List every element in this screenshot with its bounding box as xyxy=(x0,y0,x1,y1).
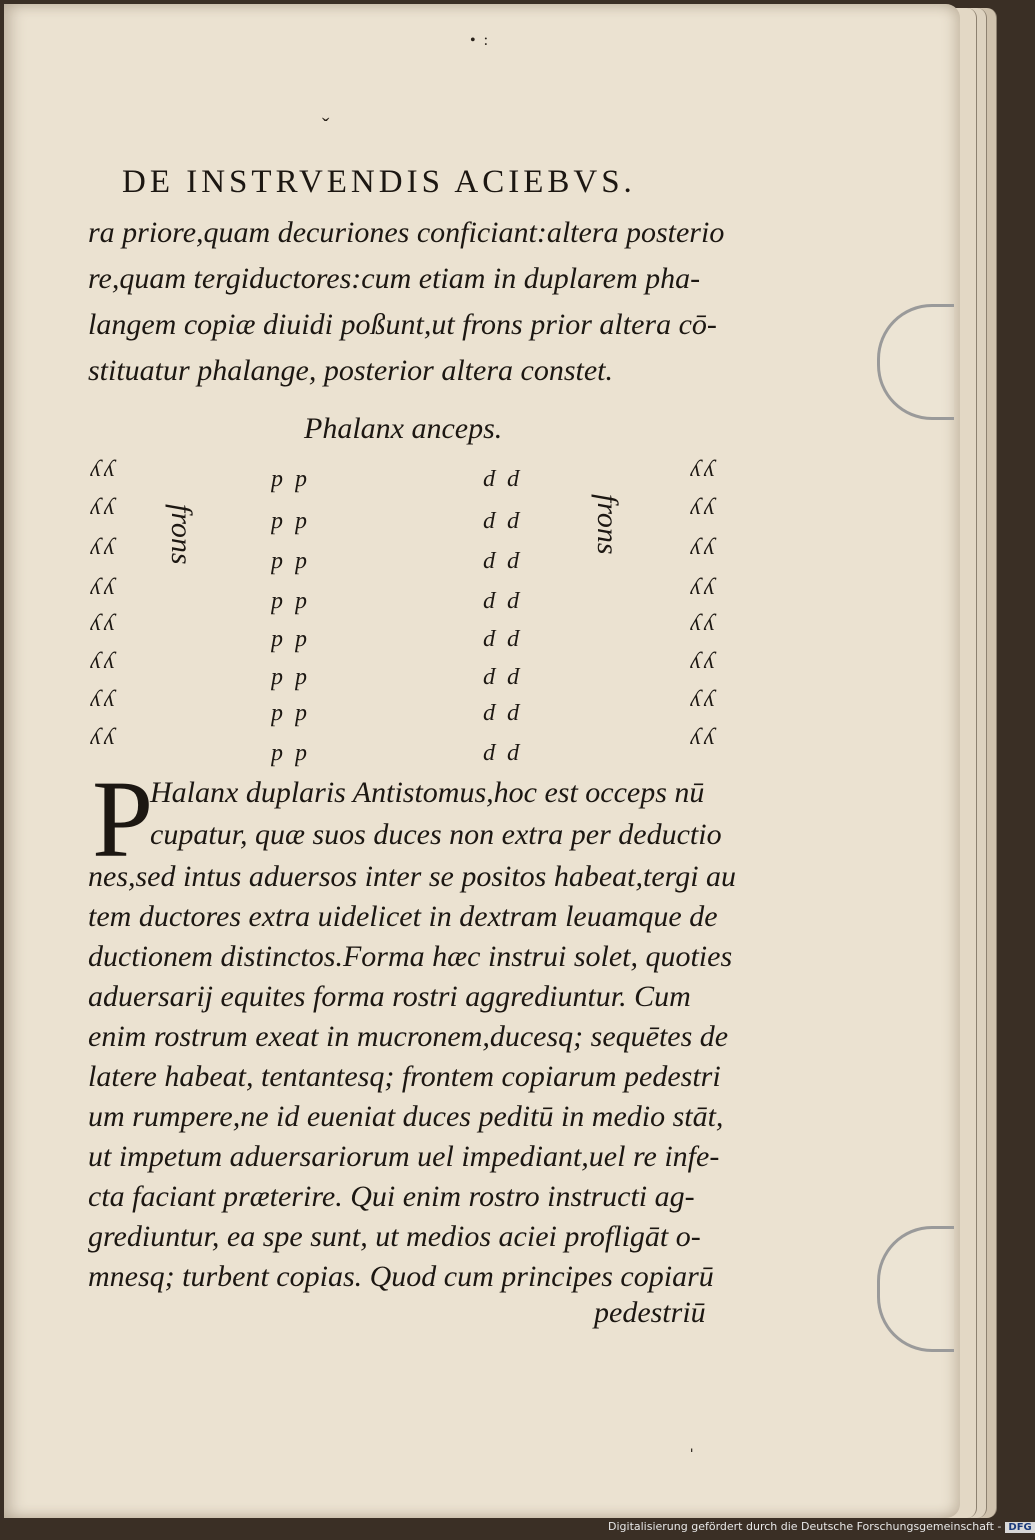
diagram-title: Phalanx anceps. xyxy=(304,412,503,445)
rank-right: ʎʎ xyxy=(690,574,718,600)
rank-mid-left: d d xyxy=(268,591,307,617)
rank-mid-left: d d xyxy=(268,551,307,577)
signature-mark: • : xyxy=(470,32,491,49)
text-line: um rumpere,ne id eueniat duces peditū in medio stāt, xyxy=(88,1100,724,1133)
catchword: pedestriū xyxy=(594,1296,706,1329)
rank-right: ʎʎ xyxy=(690,724,718,750)
rank-mid-left: d d xyxy=(268,511,307,537)
rank-left: ʎʎ xyxy=(90,648,118,674)
text-line: cta faciant præterire. Qui enim rostro instructi ag- xyxy=(88,1180,695,1213)
paper-clip xyxy=(877,1226,954,1352)
rank-mid-right: p p xyxy=(480,743,519,769)
rank-mid-left: d d xyxy=(268,703,307,729)
rank-left: ʎʎ xyxy=(90,610,118,636)
text-line: ra priore,quam decuriones conficiant:altera posterio xyxy=(88,216,725,249)
dfg-logo: DFG xyxy=(1005,1522,1034,1533)
paper-clip xyxy=(877,304,954,420)
ink-speck: ˬ xyxy=(322,96,330,121)
rank-mid-right: p p xyxy=(480,551,519,577)
rank-mid-right: p p xyxy=(480,591,519,617)
drop-cap: P xyxy=(92,758,154,880)
rank-mid-left: d d xyxy=(268,667,307,693)
rank-left: ʎʎ xyxy=(90,494,118,520)
text-line: cupatur, quæ suos duces non extra per deductio xyxy=(150,818,722,851)
text-line: mnesq; turbent copias. Quod cum principes copiarū xyxy=(88,1260,714,1293)
rank-mid-right: p p xyxy=(480,703,519,729)
rank-right: ʎʎ xyxy=(690,686,718,712)
text-line: re,quam tergiductores:cum etiam in duplarem pha- xyxy=(88,262,701,295)
text-line: stituatur phalange, posterior altera constet. xyxy=(88,354,613,387)
rank-mid-left: d d xyxy=(268,469,307,495)
rank-left: ʎʎ xyxy=(90,686,118,712)
rank-right: ʎʎ xyxy=(690,648,718,674)
rank-right: ʎʎ xyxy=(690,610,718,636)
running-header: DE INSTRVENDIS ACIEBVS. xyxy=(122,164,636,200)
text-line: latere habeat, tentantesq; frontem copiarum pedestri xyxy=(88,1060,721,1093)
text-line: aduersarij equites forma rostri aggrediuntur. Cum xyxy=(88,980,691,1013)
rank-mid-right: p p xyxy=(480,511,519,537)
rank-mid-right: p p xyxy=(480,667,519,693)
rank-mid-left: d d xyxy=(268,629,307,655)
text-line: ut impetum aduersariorum uel impediant,uel re infe- xyxy=(88,1140,720,1173)
text-line: tem ductores extra uidelicet in dextram leuamque de xyxy=(88,900,718,933)
text-line: nes,sed intus aduersos inter se positos habeat,tergi au xyxy=(88,860,737,893)
frons-label-left: frons xyxy=(165,504,198,565)
rank-mid-right: p p xyxy=(480,469,519,495)
rank-mid-right: p p xyxy=(480,629,519,655)
text-line: ductionem distinctos.Forma hæc instrui solet, quoties xyxy=(88,940,733,973)
text-line: Halanx duplaris Antistomus,hoc est occeps nū xyxy=(150,776,705,809)
frons-label-right: frons xyxy=(591,494,624,555)
rank-left: ʎʎ xyxy=(90,574,118,600)
rank-left: ʎʎ xyxy=(90,534,118,560)
rank-right: ʎʎ xyxy=(690,494,718,520)
ink-speck: ˈ xyxy=(688,1444,696,1469)
text-line: langem copiæ diuidi poßunt,ut frons prior altera cō- xyxy=(88,308,717,341)
rank-left: ʎʎ xyxy=(90,724,118,750)
book-page xyxy=(4,4,960,1518)
text-line: enim rostrum exeat in mucronem,ducesq; sequētes de xyxy=(88,1020,729,1053)
rank-right: ʎʎ xyxy=(690,456,718,482)
credit-text: Digitalisierung gefördert durch die Deutsche Forschungsgemeinschaft - xyxy=(608,1520,1002,1533)
digitization-credit xyxy=(608,1520,1035,1533)
rank-mid-left: d d xyxy=(268,743,307,769)
rank-left: ʎʎ xyxy=(90,456,118,482)
rank-right: ʎʎ xyxy=(690,534,718,560)
text-line: grediuntur, ea spe sunt, ut medios aciei profligāt o- xyxy=(88,1220,701,1253)
